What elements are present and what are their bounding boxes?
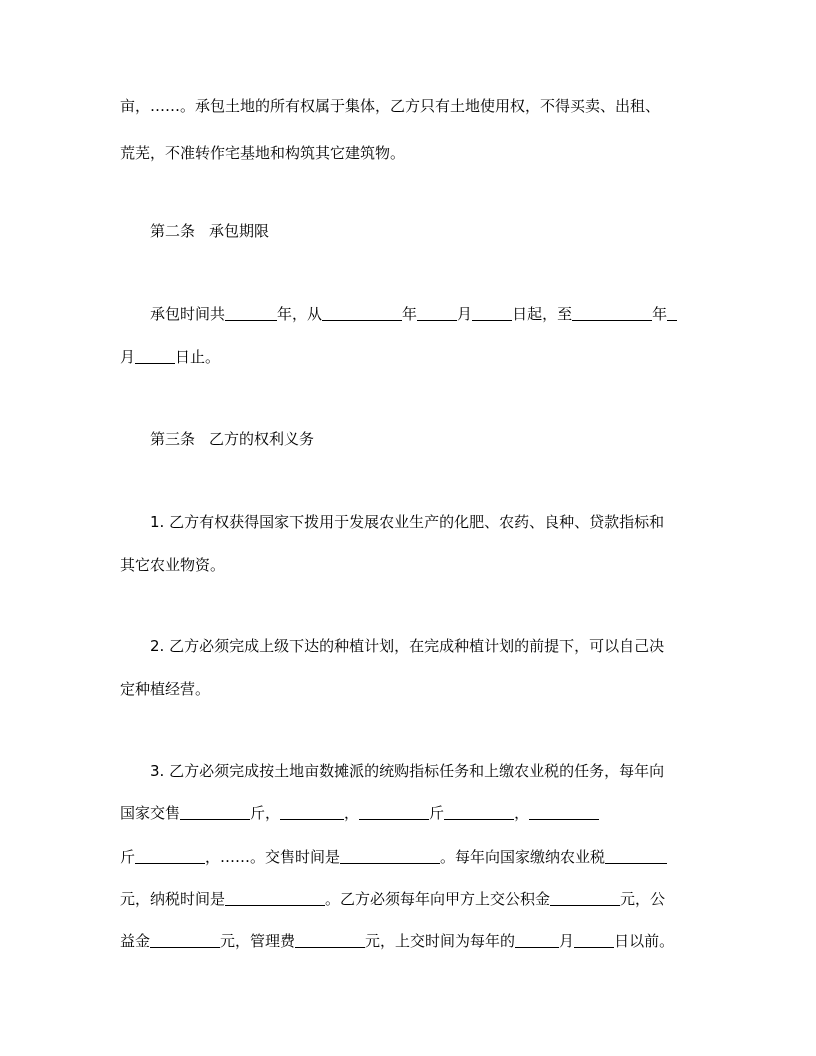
article-title: 乙方的权利义务 (209, 430, 315, 448)
article-title: 承包期限 (209, 222, 270, 240)
list-item-3-line (120, 931, 674, 951)
paragraph-line (120, 143, 405, 163)
paragraph-line (150, 304, 677, 324)
list-item-3-line (120, 889, 665, 909)
text: 1. 乙方有权获得国家下拨用于发展农业生产的化肥、农药、良种、贷款指标和 (150, 513, 665, 531)
blank-field (529, 818, 599, 820)
blank-field (150, 946, 220, 948)
blank-field (572, 319, 652, 321)
text: 益金 (120, 932, 151, 950)
text: 。乙方必须每年向甲方上交公积金 (325, 890, 551, 908)
list-item-2-line (150, 636, 664, 656)
article-number: 第三条 (150, 430, 196, 448)
article-number: 第二条 (150, 222, 196, 240)
list-item-3-line (120, 847, 667, 867)
blank-field (295, 946, 365, 948)
blank-field (550, 904, 620, 906)
text: 日起，至 (512, 305, 573, 323)
list-item-3-line (120, 803, 599, 823)
blank-field (417, 319, 457, 321)
text: 斤 (429, 804, 445, 822)
text: 年，从 (277, 305, 323, 323)
article-2-heading (150, 221, 269, 241)
text: 斤 (120, 848, 136, 866)
text: ， (514, 804, 530, 822)
blank-field (322, 319, 402, 321)
paragraph-line (120, 347, 220, 367)
blank-field (444, 818, 514, 820)
text: 元，上交时间为每年的 (365, 932, 516, 950)
blank-field (667, 319, 677, 321)
blank-field (359, 818, 429, 820)
blank-field (605, 862, 667, 864)
text: 其它农业物资。 (120, 556, 226, 574)
blank-field (472, 319, 512, 321)
blank-field (135, 862, 205, 864)
text: 年 (402, 305, 418, 323)
text: 年 (652, 305, 668, 323)
blank-field (340, 862, 440, 864)
text: 亩，……。承包土地的所有权属于集体，乙方只有土地使用权，不得买卖、出租、 (120, 97, 661, 115)
blank-field (574, 946, 614, 948)
blank-field (515, 946, 559, 948)
text: 斤， (250, 804, 281, 822)
text: 元，管理费 (220, 932, 296, 950)
text: 日止。 (175, 348, 221, 366)
text: 2. 乙方必须完成上级下达的种植计划，在完成种植计划的前提下，可以自己决 (150, 637, 665, 655)
text: 。每年向国家缴纳农业税 (440, 848, 606, 866)
blank-field (135, 362, 175, 364)
list-item-1-line (120, 555, 225, 575)
text: 定种植经营。 (120, 680, 211, 698)
text: 月 (559, 932, 575, 950)
text: 月 (120, 348, 136, 366)
text: ，……。交售时间是 (205, 848, 341, 866)
list-item-3-line (150, 761, 664, 781)
paragraph-line (120, 96, 660, 116)
list-item-1-line (150, 512, 664, 532)
text: 荒芜，不准转作宅基地和构筑其它建筑物。 (120, 144, 406, 162)
blank-field (180, 818, 250, 820)
blank-field (225, 904, 325, 906)
text: 承包时间共 (150, 305, 226, 323)
text: 月 (457, 305, 473, 323)
blank-field (280, 818, 344, 820)
text: ， (344, 804, 360, 822)
text: 元，公 (620, 890, 666, 908)
article-3-heading (150, 429, 314, 449)
text: 日以前。 (614, 932, 675, 950)
text: 国家交售 (120, 804, 181, 822)
blank-field (225, 319, 277, 321)
text: 元，纳税时间是 (120, 890, 226, 908)
list-item-2-line (120, 679, 210, 699)
text: 3. 乙方必须完成按土地亩数摊派的统购指标任务和上缴农业税的任务，每年向 (150, 762, 665, 780)
